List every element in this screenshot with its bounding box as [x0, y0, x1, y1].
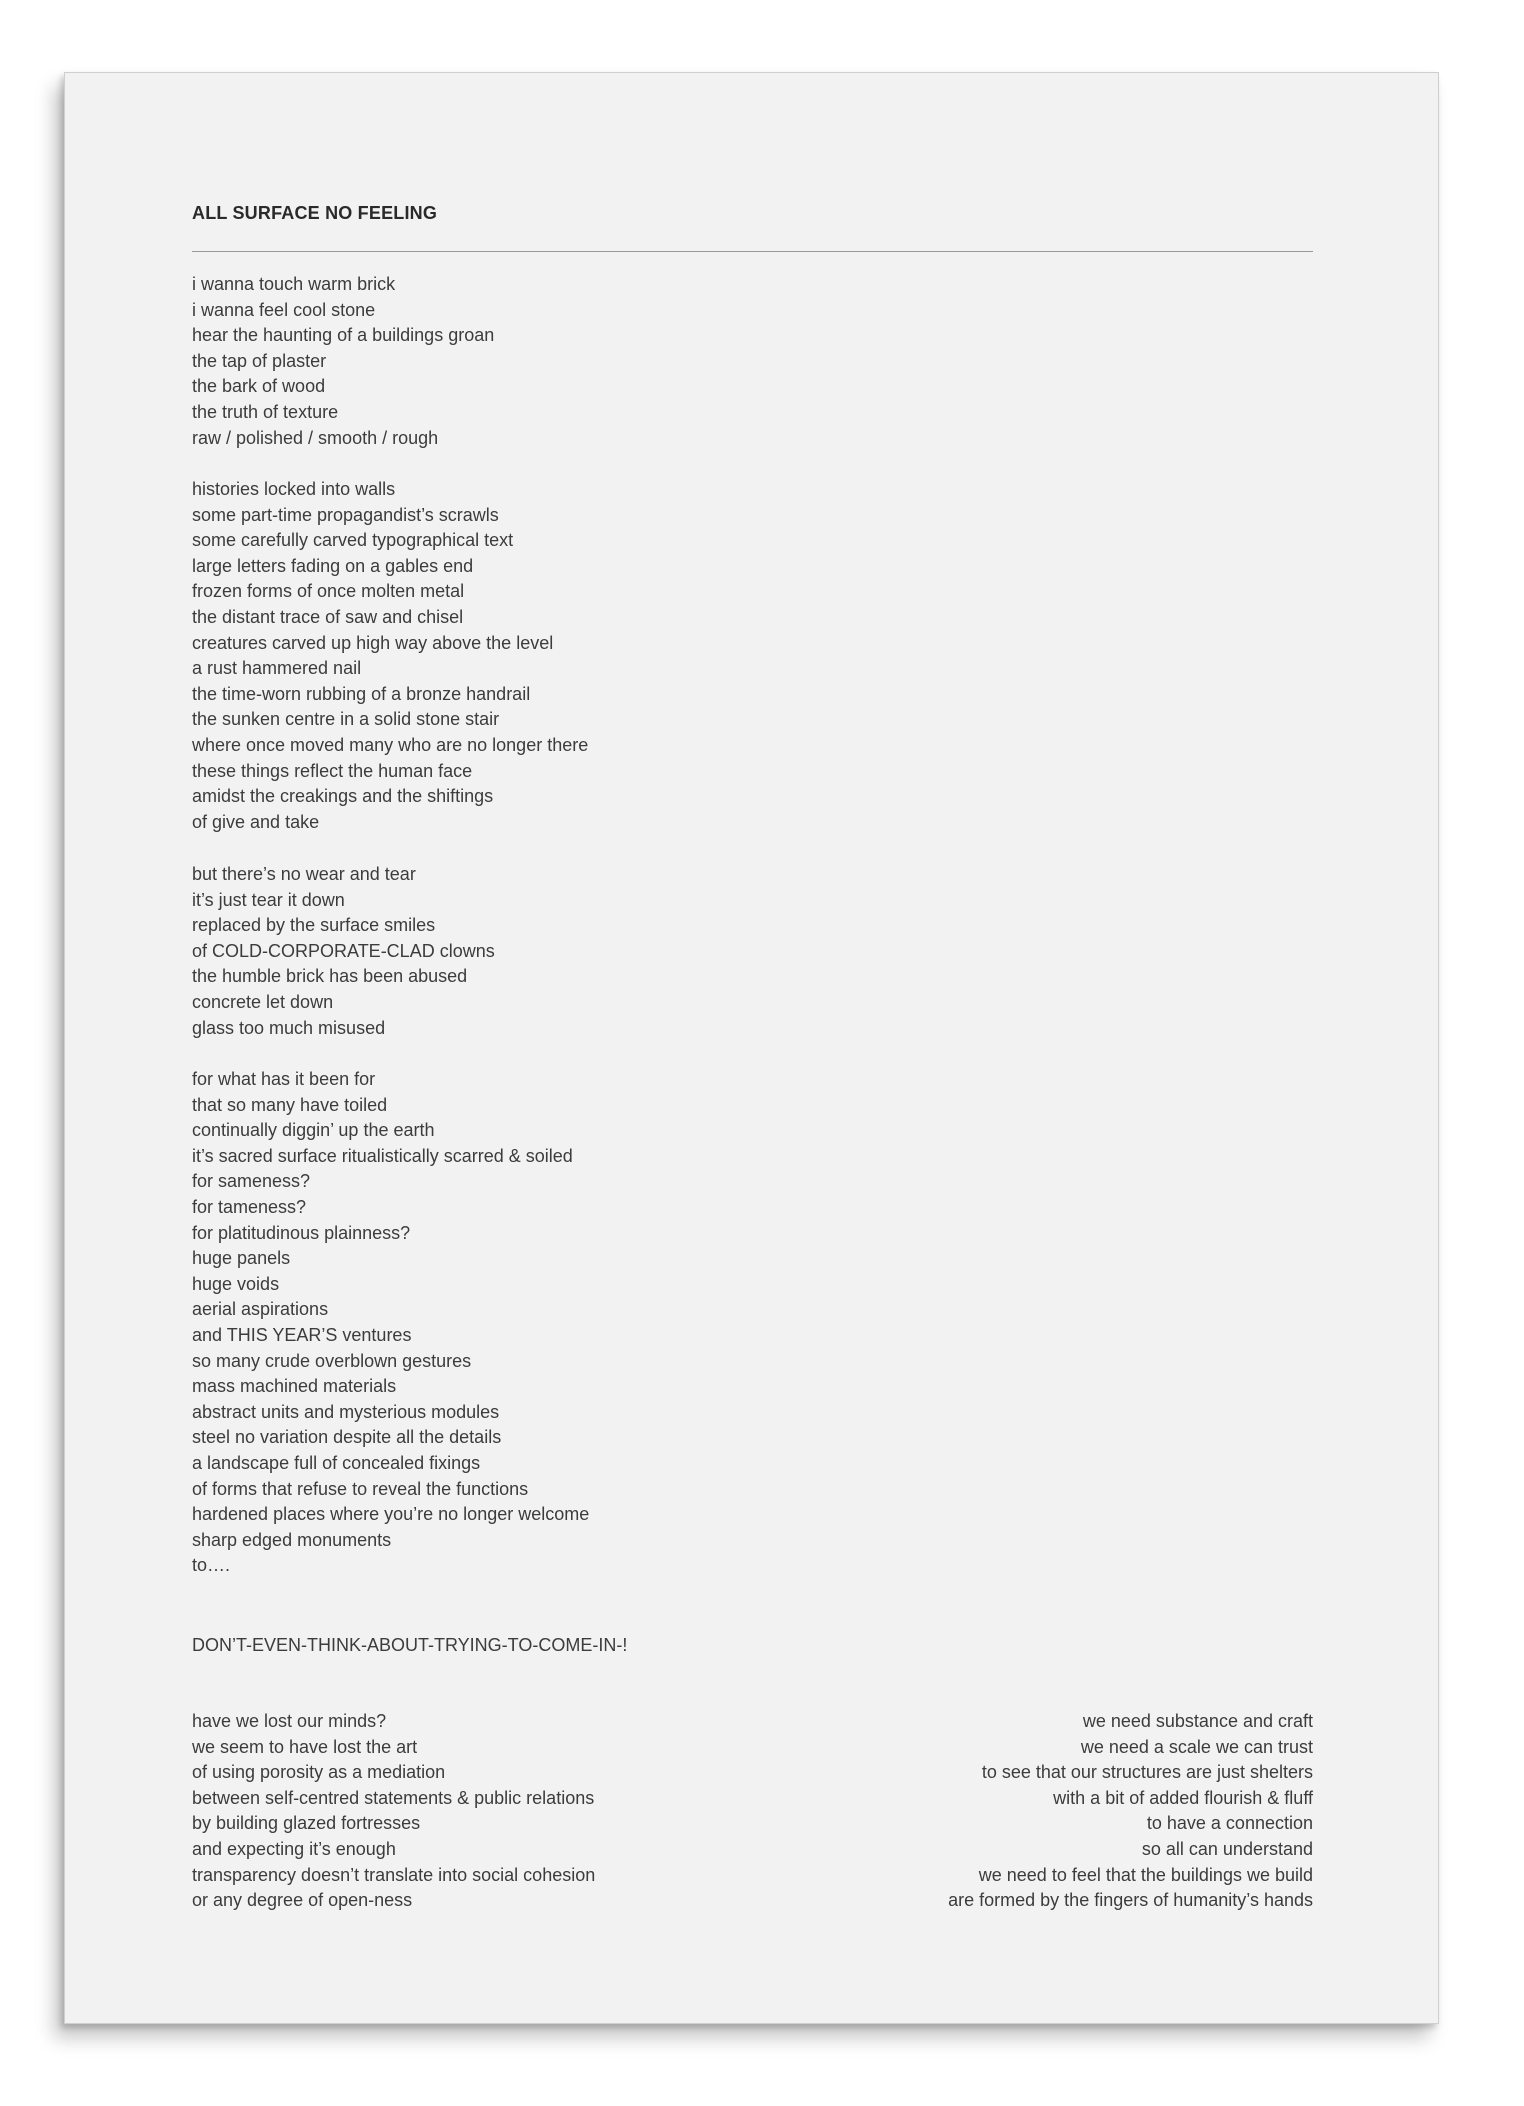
- poem-line: a rust hammered nail: [192, 658, 362, 679]
- poem-line: so all can understand: [1141, 1838, 1313, 1859]
- poem-line: the distant trace of saw and chisel: [192, 606, 464, 627]
- poem-line: and THIS YEAR’S ventures: [192, 1324, 412, 1345]
- poem-line: between self-centred statements & public relations: [192, 1787, 595, 1808]
- poem-line: amidst the creakings and the shiftings: [192, 786, 494, 807]
- poem-line: sharp edged monuments: [192, 1529, 392, 1550]
- poem-line: we need a scale we can trust: [1080, 1736, 1313, 1757]
- poem-line: it’s just tear it down: [192, 889, 345, 910]
- poem-line: of forms that refuse to reveal the functions: [192, 1478, 529, 1499]
- poem-line: hardened places where you’re no longer welcome: [192, 1504, 590, 1525]
- poem-line: for tameness?: [192, 1196, 307, 1217]
- poem-line: for what has it been for: [192, 1069, 376, 1089]
- poem-line: to see that our structures are just shelters: [981, 1762, 1313, 1783]
- poem-line: we seem to have lost the art: [192, 1736, 418, 1757]
- poem-line: the humble brick has been abused: [192, 966, 468, 987]
- stanza-4: [192, 1067, 589, 1579]
- poem-line: replaced by the surface smiles: [192, 915, 436, 936]
- poem-line: it’s sacred surface ritualistically scarred & soiled: [192, 1145, 573, 1166]
- poem-line: hear the haunting of a buildings groan: [192, 325, 495, 346]
- poem-line: where once moved many who are no longer there: [192, 734, 589, 755]
- poem-line: continually diggin’ up the earth: [192, 1120, 435, 1141]
- poem-sheet: [64, 72, 1439, 2024]
- poem-line: the time-worn rubbing of a bronze handrail: [192, 683, 531, 704]
- poem-line: steel no variation despite all the details: [192, 1427, 502, 1448]
- poem-line: i wanna feel cool stone: [192, 299, 376, 320]
- poem-line: or any degree of open-ness: [192, 1890, 413, 1911]
- poem-line: transparency doesn’t translate into social cohesion: [192, 1864, 596, 1885]
- poem-line: we need substance and craft: [1082, 1711, 1313, 1731]
- poem-line: a landscape full of concealed fixings: [192, 1452, 481, 1473]
- poem-line: raw / polished / smooth / rough: [192, 427, 439, 448]
- stanza-3: [192, 862, 495, 1041]
- poem-line: to….: [192, 1555, 231, 1576]
- poem-line: histories locked into walls: [192, 479, 396, 499]
- poem-line: mass machined materials: [192, 1376, 397, 1397]
- poem-line: for sameness?: [192, 1171, 311, 1192]
- poem-line: creatures carved up high way above the level: [192, 632, 554, 653]
- shout-line: DON’T-EVEN-THINK-ABOUT-TRYING-TO-COME-IN-!: [192, 1635, 628, 1655]
- poem-line: frozen forms of once molten metal: [192, 581, 465, 602]
- poem-line: concrete let down: [192, 991, 334, 1012]
- poem-line: of COLD-CORPORATE-CLAD clowns: [192, 940, 495, 961]
- poem-title: ALL SURFACE NO FEELING: [192, 203, 438, 223]
- poem-line: abstract units and mysterious modules: [192, 1401, 500, 1422]
- poem-line: the sunken centre in a solid stone stair: [192, 709, 500, 730]
- poem-line: are formed by the fingers of humanity’s hands: [948, 1890, 1313, 1911]
- poem-line: with a bit of added flourish & fluff: [1053, 1787, 1313, 1808]
- poem-line: of give and take: [192, 811, 320, 832]
- poem-line: by building glazed fortresses: [192, 1813, 421, 1834]
- poem-line: these things reflect the human face: [192, 760, 473, 781]
- title-divider: [192, 251, 1313, 252]
- poem-line: the tap of plaster: [192, 350, 327, 371]
- poem-line: and expecting it’s enough: [192, 1838, 396, 1859]
- poem-line: of using porosity as a mediation: [192, 1762, 446, 1783]
- poem-line: huge panels: [192, 1248, 291, 1269]
- poem-line: aerial aspirations: [192, 1299, 329, 1320]
- stanza-5-right: [948, 1709, 1313, 1914]
- poem-line: for platitudinous plainness?: [192, 1222, 411, 1243]
- poem-line: huge voids: [192, 1273, 280, 1294]
- poem-line: so many crude overblown gestures: [192, 1350, 472, 1371]
- poem-line: some part-time propagandist’s scrawls: [192, 504, 499, 525]
- poem-line: the truth of texture: [192, 401, 339, 422]
- poem-line: we need to feel that the buildings we build: [978, 1864, 1313, 1885]
- stanza-1: [192, 272, 494, 451]
- poem-line: the bark of wood: [192, 376, 326, 397]
- poem-line: that so many have toiled: [192, 1094, 388, 1115]
- poem-line: glass too much misused: [192, 1017, 386, 1038]
- poem-line: but there’s no wear and tear: [192, 864, 416, 884]
- stanza-2: [192, 477, 588, 835]
- poem-line: large letters fading on a gables end: [192, 555, 474, 576]
- poem-line: have we lost our minds?: [192, 1711, 387, 1731]
- poem-line: i wanna touch warm brick: [192, 274, 396, 294]
- poem-line: to have a connection: [1146, 1813, 1313, 1834]
- poem-line: some carefully carved typographical text: [192, 530, 514, 551]
- stanza-5-left: [192, 1709, 595, 1914]
